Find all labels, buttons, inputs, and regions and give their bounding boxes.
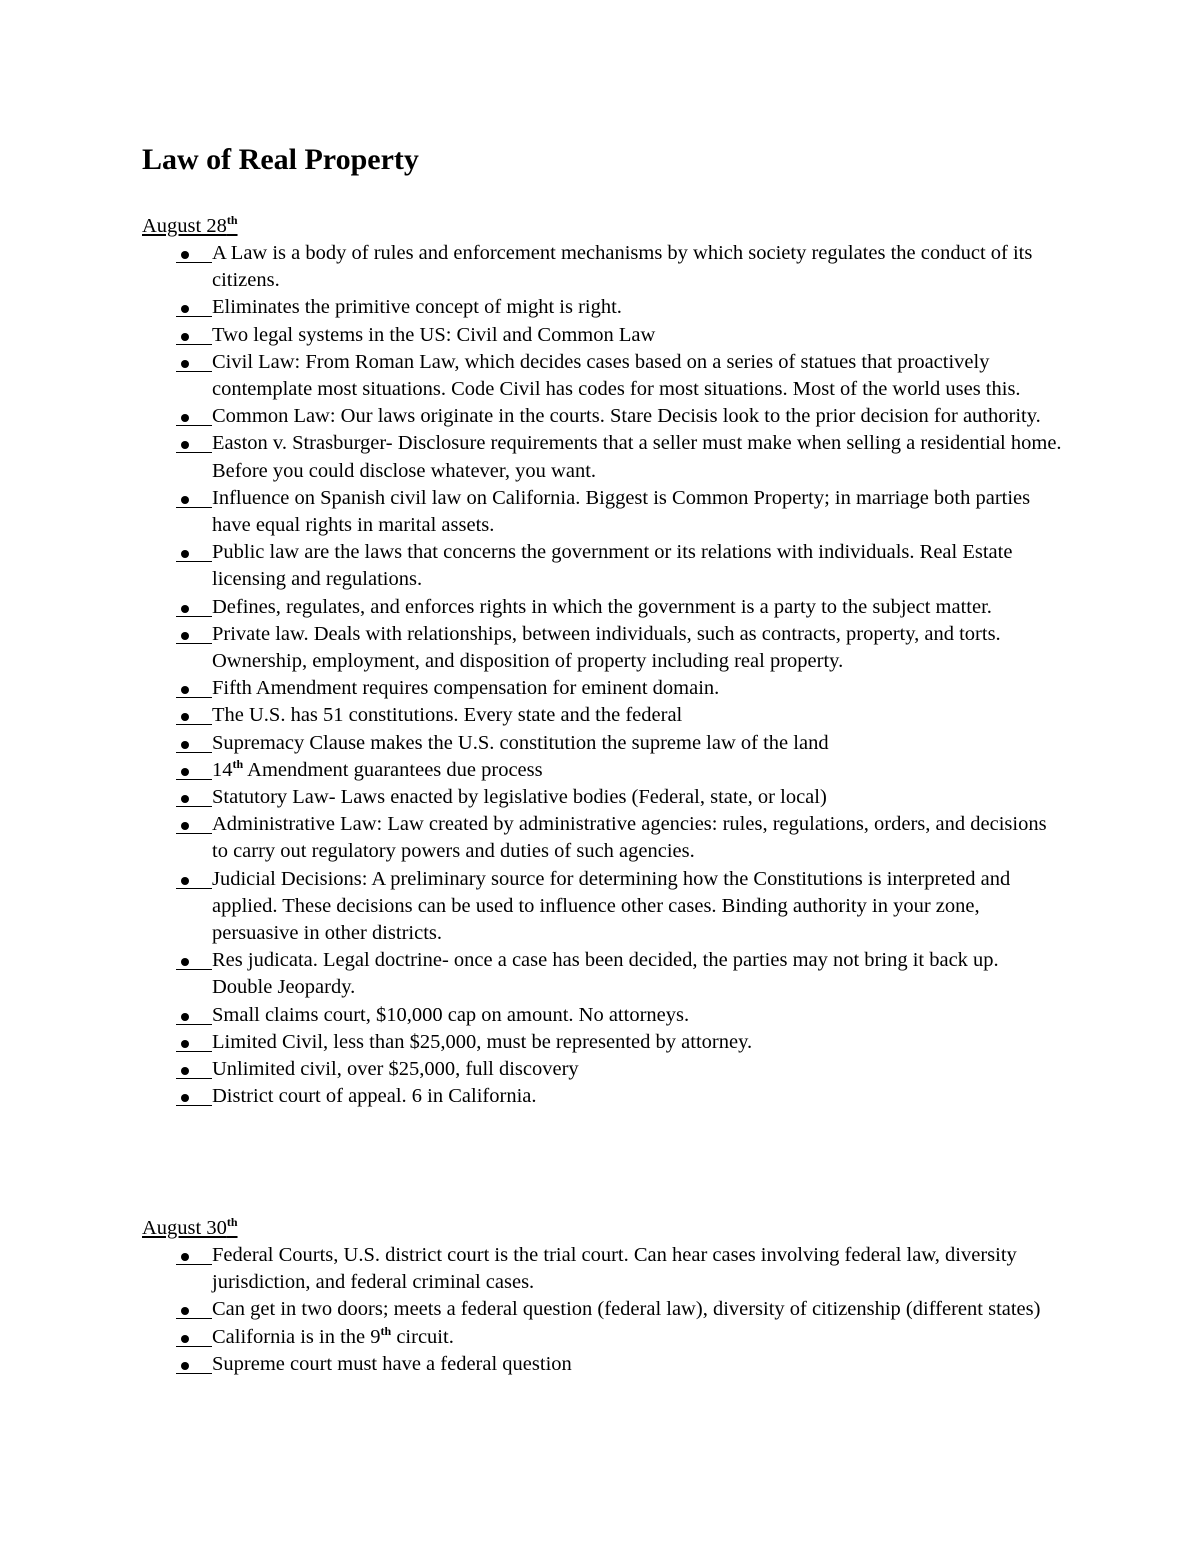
bullet-list — [142, 240, 1062, 1111]
list-item — [142, 811, 1062, 865]
bullet-dot-icon — [176, 621, 212, 648]
bullet-text: Judicial Decisions: A preliminary source for determining how the Constitutions is interpreted and applied. These decisions can be used to influence other cases. Binding authority in your zone, persuasive in other districts. — [212, 867, 1011, 945]
bullet-dot-icon — [176, 1351, 212, 1378]
list-item — [142, 1083, 1062, 1110]
bullet-text: Res judicata. Legal doctrine- once a case has been decided, the parties may not bring it back up. Double Jeopardy. — [212, 949, 999, 999]
bullet-text: Amendment guarantees due process — [243, 758, 543, 781]
bullet-dot-icon — [176, 430, 212, 457]
list-item — [142, 1029, 1062, 1056]
bullet-text: District court of appeal. 6 in California. — [212, 1085, 537, 1108]
list-item — [142, 294, 1062, 321]
bullet-text: Federal Courts, U.S. district court is the trial court. Can hear cases involving federal law, diversity jurisdiction, and federal criminal cases. — [212, 1244, 1017, 1294]
section-heading: August 28th — [142, 213, 238, 237]
bullet-dot-icon — [176, 811, 212, 838]
bullet-dot-icon — [176, 757, 212, 784]
bullet-dot-icon — [176, 294, 212, 321]
list-item — [142, 240, 1062, 294]
list-item — [142, 1296, 1062, 1323]
bullet-dot-icon — [176, 702, 212, 729]
bullet-dot-icon — [176, 240, 212, 267]
list-item — [142, 675, 1062, 702]
bullet-text: circuit. — [391, 1325, 454, 1348]
bullet-text: Can get in two doors; meets a federal question (federal law), diversity of citizenship (different states) — [212, 1298, 1041, 1321]
bullet-text: Easton v. Strasburger- Disclosure requirements that a seller must make when selling a residential home. Before you could disclose whatever, you want. — [212, 432, 1062, 482]
bullet-text: Supreme court must have a federal question — [212, 1352, 572, 1375]
bullet-list — [142, 1242, 1062, 1378]
list-item — [142, 730, 1062, 757]
list-item — [142, 322, 1062, 349]
bullet-text: Private law. Deals with relationships, between individuals, such as contracts, property, and torts. Ownership, employment, and disposition of property including real property. — [212, 622, 1001, 673]
list-item — [142, 1242, 1062, 1296]
bullet-text: Unlimited civil, over $25,000, full discovery — [212, 1058, 579, 1081]
list-item — [142, 702, 1062, 729]
page-title: Law of Real Property — [142, 143, 419, 176]
bullet-text: Influence on Spanish civil law on California. Biggest is Common Property; in marriage both parties have equal rights in marital assets. — [212, 486, 1031, 537]
list-item — [142, 485, 1062, 539]
list-item — [142, 1351, 1062, 1378]
ordinal-suffix: th — [232, 757, 244, 772]
bullet-dot-icon — [176, 1242, 212, 1269]
bullet-text: Administrative Law: Law created by administrative agencies: rules, regulations, orders, and decisions to carry out regulatory powers and duties of such agencies. — [212, 813, 1047, 863]
bullet-dot-icon — [176, 1083, 212, 1110]
list-item — [142, 784, 1062, 811]
bullet-dot-icon — [176, 1296, 212, 1323]
bullet-dot-icon — [176, 349, 212, 376]
list-item — [142, 1324, 1062, 1351]
section-august-30 — [142, 1215, 1062, 1378]
bullet-dot-icon — [176, 1056, 212, 1083]
bullet-text: Small claims court, $10,000 cap on amount. No attorneys. — [212, 1003, 690, 1026]
list-item — [142, 757, 1062, 784]
bullet-dot-icon — [176, 1002, 212, 1029]
bullet-dot-icon — [176, 1324, 212, 1351]
list-item — [142, 430, 1062, 484]
bullet-text: Limited Civil, less than $25,000, must be represented by attorney. — [212, 1030, 753, 1053]
bullet-dot-icon — [176, 675, 212, 702]
list-item — [142, 621, 1062, 675]
list-item — [142, 1002, 1062, 1029]
bullet-dot-icon — [176, 784, 212, 811]
bullet-text: Two legal systems in the US: Civil and Common Law — [212, 323, 656, 346]
list-item — [142, 594, 1062, 621]
bullet-text: Eliminates the primitive concept of might is right. — [212, 296, 622, 319]
bullet-text: Public law are the laws that concerns the government or its relations with individuals. Real Estate licensing and regulations. — [212, 541, 1013, 591]
bullet-text: Fifth Amendment requires compensation for eminent domain. — [212, 677, 720, 700]
bullet-text: Statutory Law- Laws enacted by legislative bodies (Federal, state, or local) — [212, 786, 827, 809]
bullet-dot-icon — [176, 485, 212, 512]
bullet-text: A Law is a body of rules and enforcement mechanisms by which society regulates the conduct of its citizens. — [212, 242, 1033, 292]
list-item — [142, 866, 1062, 948]
bullet-text: California is in the 9 — [212, 1325, 381, 1348]
list-item — [142, 403, 1062, 430]
bullet-dot-icon — [176, 1029, 212, 1056]
list-item — [142, 947, 1062, 1001]
bullet-dot-icon — [176, 866, 212, 893]
list-item — [142, 539, 1062, 593]
bullet-text: Defines, regulates, and enforces rights in which the government is a party to the subject matter. — [212, 595, 992, 618]
bullet-dot-icon — [176, 594, 212, 621]
bullet-text: Common Law: Our laws originate in the courts. Stare Decisis look to the prior decision for authority. — [212, 405, 1041, 428]
bullet-text: Supremacy Clause makes the U.S. constitution the supreme law of the land — [212, 731, 829, 754]
section-heading: August 30th — [142, 1215, 238, 1239]
bullet-text: The U.S. has 51 constitutions. Every state and the federal — [212, 704, 683, 727]
section-august-28 — [142, 213, 1062, 1111]
bullet-dot-icon — [176, 403, 212, 430]
bullet-dot-icon — [176, 730, 212, 757]
ordinal-suffix: th — [380, 1323, 392, 1338]
list-item — [142, 349, 1062, 403]
bullet-dot-icon — [176, 322, 212, 349]
bullet-dot-icon — [176, 947, 212, 974]
list-item — [142, 1056, 1062, 1083]
bullet-dot-icon — [176, 539, 212, 566]
bullet-text: 14 — [212, 758, 233, 781]
bullet-text: Civil Law: From Roman Law, which decides cases based on a series of statues that proactively contemplate most situations. Code Civil has codes for most situations. Most of the world uses this. — [212, 350, 1021, 401]
